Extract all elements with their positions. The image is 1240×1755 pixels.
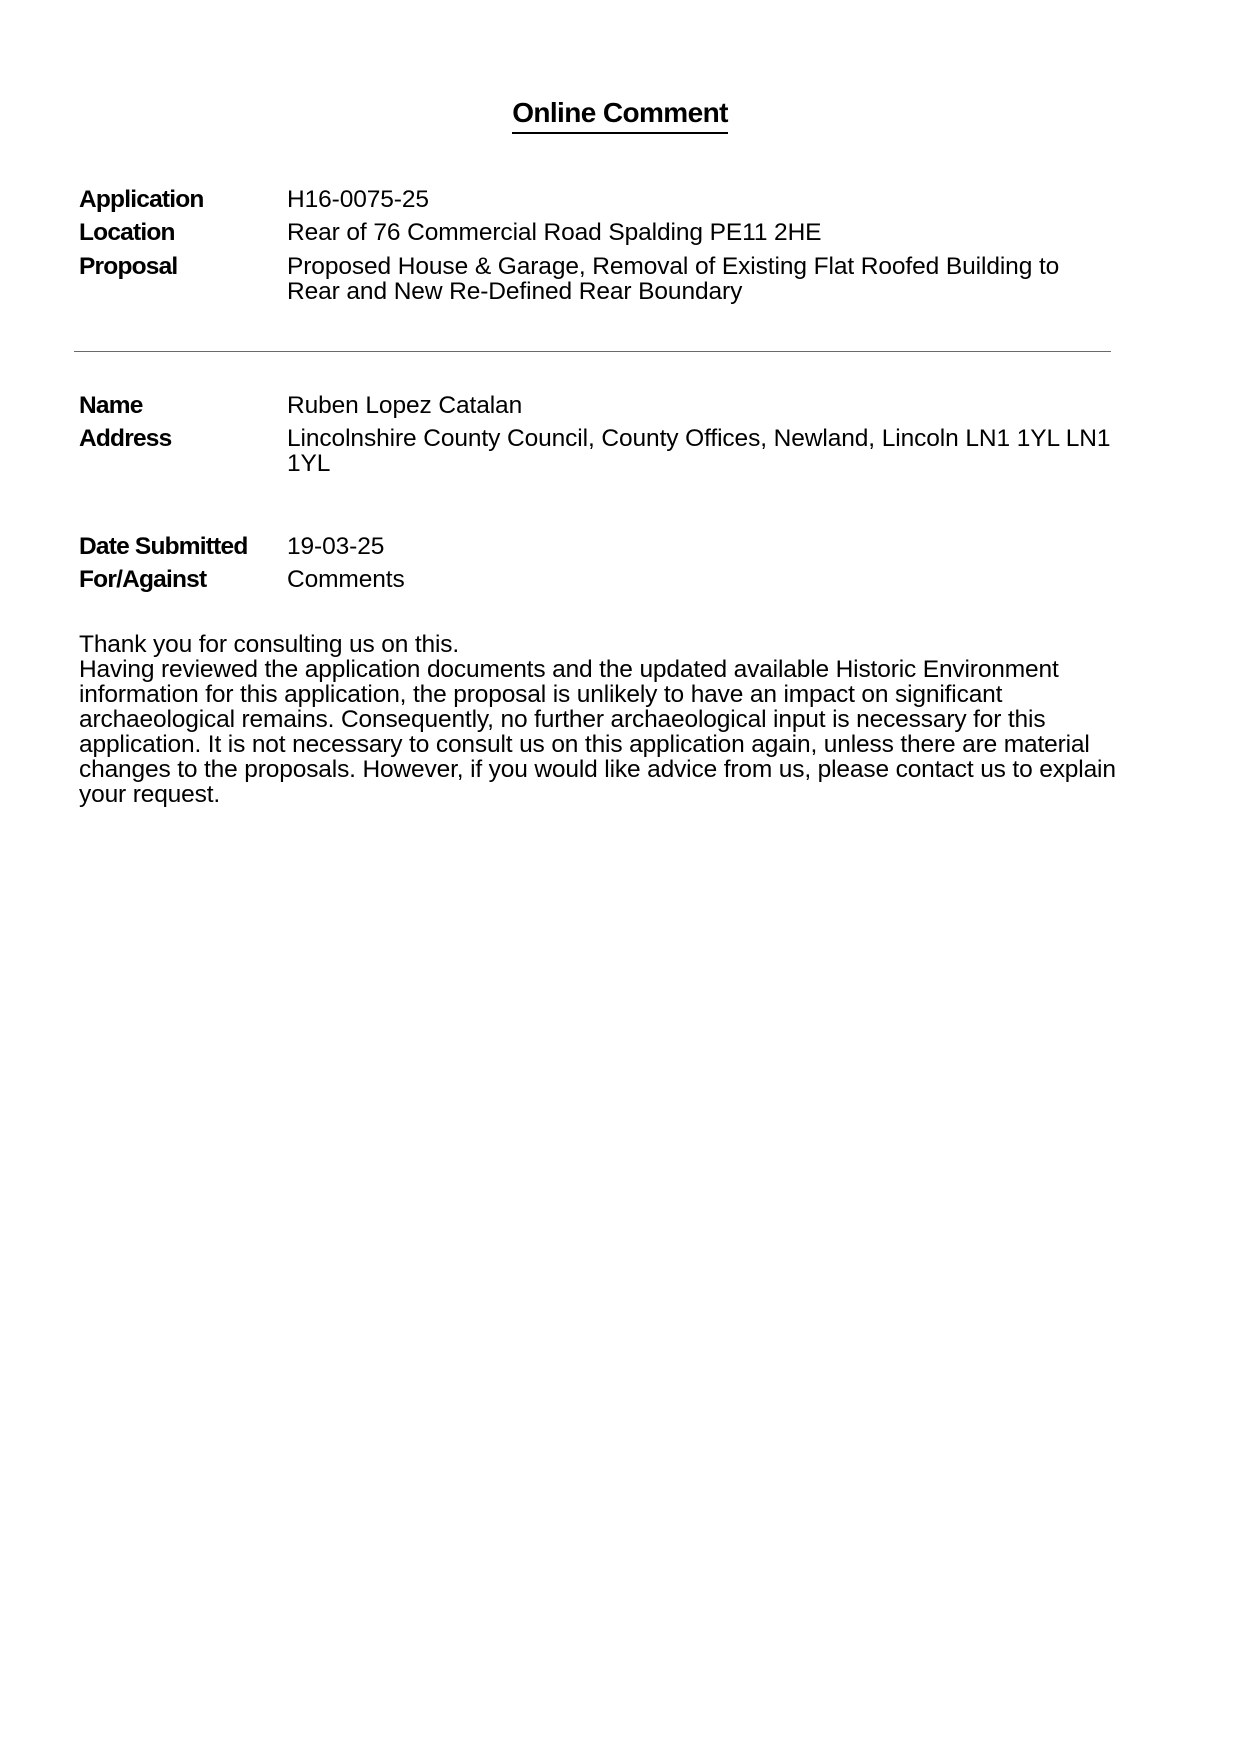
comment-body: Having reviewed the application documents and the updated available Historic Environment information for this application, the proposal is unlikely to have an impact on significant archaeological remains. Consequently, no further archaeological input is necessary for this application. It is not necessary to consult us on this application again, unless there are material changes to the proposals. However, if you would like advice from us, please contact us to explain your request. <box>79 656 1116 808</box>
application-row <box>79 187 1117 212</box>
for-against-label: For/Against <box>79 566 207 593</box>
application-label: Application <box>79 186 204 213</box>
page-title-text: Online Comment <box>512 96 728 134</box>
date-submitted-value: 19-03-25 <box>287 533 385 560</box>
page-title <box>0 96 1240 134</box>
proposal-label: Proposal <box>79 253 178 280</box>
address-label: Address <box>79 425 172 452</box>
for-against-row <box>79 567 1117 592</box>
for-against-value: Comments <box>287 566 405 593</box>
location-value: Rear of 76 Commercial Road Spalding PE11 2HE <box>287 219 822 246</box>
section-divider <box>74 351 1111 352</box>
comment-intro: Thank you for consulting us on this. <box>79 631 460 658</box>
name-row <box>79 393 1117 418</box>
date-submitted-label: Date Submitted <box>79 533 248 560</box>
proposal-value: Proposed House & Garage, Removal of Existing Flat Roofed Building to Rear and New Re-Defined Rear Boundary <box>287 253 1060 305</box>
application-value: H16-0075-25 <box>287 186 429 213</box>
location-label: Location <box>79 219 175 246</box>
address-value: Lincolnshire County Council, County Offices, Newland, Lincoln LN1 1YL LN1 1YL <box>287 425 1111 477</box>
date-submitted-row <box>79 534 1117 559</box>
location-row <box>79 220 1117 245</box>
comment-text <box>79 632 1124 807</box>
proposal-row <box>79 254 1117 304</box>
name-label: Name <box>79 392 143 419</box>
name-value: Ruben Lopez Catalan <box>287 392 523 419</box>
address-row <box>79 426 1117 476</box>
